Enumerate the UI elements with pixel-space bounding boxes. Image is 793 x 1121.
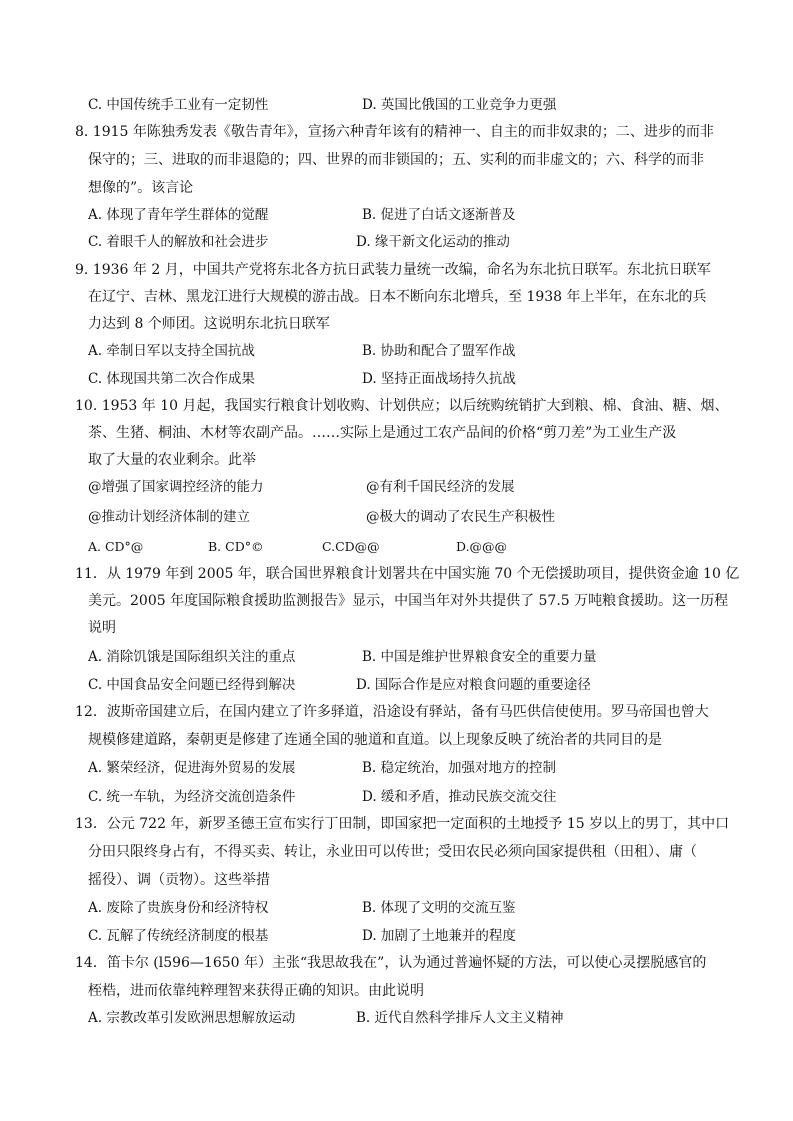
q9-option-b[interactable]: B. 协助和配合了盟军作战 [362, 343, 516, 359]
q10-option-c[interactable]: C.CD@@ [322, 539, 380, 554]
q10-statement-2: @有利千国民经济的发展 [366, 479, 515, 495]
q13-option-b[interactable]: B. 体现了文明的交流互鉴 [362, 900, 516, 916]
q10-stem-line-1: 10. 1953 年 10 月起，我国实行粮食计划收购、计划供应；以后统购统销扩大到粮、棉、食油、糖、烟、 [75, 398, 729, 414]
q11-option-d[interactable]: D. 国际合作是应对粮食问题的重要途径 [356, 677, 591, 693]
q8-option-c[interactable]: C. 着眼千人的解放和社会进步 [88, 234, 269, 250]
q14-stem-line-2: 桎梏，进而依靠纯粹理智来获得正确的知识。由此说明 [88, 983, 424, 999]
q13-stem-line-3: 摇役）、调（贡物）。这些举措 [88, 872, 270, 888]
q7-option-c[interactable]: C. 中国传统手工业有一定韧性 [88, 97, 269, 113]
q10-option-a[interactable]: A. CD°@ [88, 539, 144, 554]
q11-option-c[interactable]: C. 中国食品安全问题已经得到解决 [88, 677, 296, 693]
q8-option-a[interactable]: A. 体现了青年学生群体的觉醒 [88, 207, 269, 223]
q8-stem-line-1: 8. 1915 年陈独秀发表《敬告青年》，宣扬六种青年该有的精神一、自主的而非奴隶的；二、进步的而非 [75, 124, 714, 140]
q8-stem-line-3: 想像的”。该言论 [88, 180, 194, 196]
q12-option-c[interactable]: C. 统一车轨，为经济交流创造条件 [88, 789, 296, 805]
q11-option-a[interactable]: A. 消除饥饿是国际组织关注的重点 [88, 649, 296, 665]
q12-option-d[interactable]: D. 缓和矛盾，推动民族交流交往 [362, 789, 557, 805]
q12-option-b[interactable]: B. 稳定统治，加强对地方的控制 [362, 760, 557, 776]
q9-stem-line-3: 力达到 8 个师团。这说明东北抗日联军 [88, 316, 330, 332]
q9-stem-line-2: 在辽宁、吉林、黑龙江进行大规模的游击战。日本不断向东北增兵，至 1938 年上半年，在东北的兵 [88, 289, 707, 305]
q10-statement-1: @增强了国家调控经济的能力 [88, 479, 264, 495]
q13-stem-line-2: 分田只限终身占有，不得买卖、转让，永业田可以传世；受田农民必须向国家提供租（田租）、庸（ [88, 844, 697, 860]
q8-stem-line-2: 保守的；三、进取的而非退隐的；四、世界的而非锁国的；五、实利的而非虚文的；六、科学的而非 [88, 152, 704, 168]
q12-stem-line-1: 12．波斯帝国建立后，在国内建立了许多驿道，沿途设有驿站，备有马匹供信使使用。罗马帝国也曾大 [75, 704, 709, 720]
q10-statement-4: @极大的调动了农民生产积极性 [366, 509, 555, 525]
q11-stem-line-3: 说明 [88, 620, 116, 636]
q8-option-d[interactable]: D. 缘干新文化运动的推动 [356, 234, 510, 250]
q10-option-d[interactable]: D.@@@ [456, 539, 508, 554]
q10-stem-line-3: 取了大量的农业剩余。此举 [88, 452, 256, 468]
q8-option-b[interactable]: B. 促进了白话文逐渐普及 [362, 207, 516, 223]
q14-stem-line-1: 14．笛卡尔 (l596—1650 年）主张“我思故我在”，认为通过普遍怀疑的方法，可以使心灵摆脱感官的 [75, 955, 707, 971]
q7-option-d[interactable]: D. 英国比俄国的工业竞争力更强 [362, 97, 557, 113]
q12-option-a[interactable]: A. 繁荣经济，促进海外贸易的发展 [88, 760, 296, 776]
q13-option-d[interactable]: D. 加剧了土地兼并的程度 [362, 928, 516, 944]
q13-option-c[interactable]: C. 瓦解了传统经济制度的根基 [88, 928, 269, 944]
q14-option-b[interactable]: B. 近代自然科学排斥人文主义精神 [356, 1010, 564, 1026]
q10-stem-line-2: 茶、生猪、桐油、木材等农副产品。……实际上是通过工农产品间的价格“剪刀差”为工业生产汲 [88, 425, 677, 441]
q11-stem-line-2: 美元。2005 年度国际粮食援助监测报告》显示，中国当年对外共提供了 57.5 万吨粮食援助。这一历程 [88, 593, 729, 609]
q9-stem-line-1: 9. 1936 年 2 月，中国共产党将东北各方抗日武装力量统一改编，命名为东北抗日联军。东北抗日联军 [75, 262, 711, 278]
q9-option-a[interactable]: A. 牵制日军以支持全国抗战 [88, 343, 255, 359]
q9-option-c[interactable]: C. 体现国共第二次合作成果 [88, 371, 255, 387]
q13-option-a[interactable]: A. 废除了贵族身份和经济特权 [88, 900, 269, 916]
q10-statement-3: @推动计划经济体制的建立 [88, 509, 250, 525]
q11-option-b[interactable]: B. 中国是维护世界粮食安全的重要力量 [362, 649, 597, 665]
q10-option-b[interactable]: B. CD°© [208, 539, 264, 554]
q14-option-a[interactable]: A. 宗教改革引发欧洲思想解放运动 [88, 1010, 296, 1026]
q13-stem-line-1: 13．公元 722 年，新罗圣德王宣布实行丁田制，即国家把一定面积的土地授予 15 岁以上的男丁，其中口 [75, 816, 730, 832]
q9-option-d[interactable]: D. 坚持正面战场持久抗战 [362, 371, 516, 387]
q11-stem-line-1: 11．从 1979 年到 2005 年，联合国世界粮食计划署共在中国实施 70 个无偿援助项目，提供资金逾 10 亿 [75, 566, 740, 582]
q12-stem-line-2: 规模修建道路，秦朝更是修建了连通全国的驰道和直道。以上现象反映了统治者的共同目的是 [88, 732, 662, 748]
